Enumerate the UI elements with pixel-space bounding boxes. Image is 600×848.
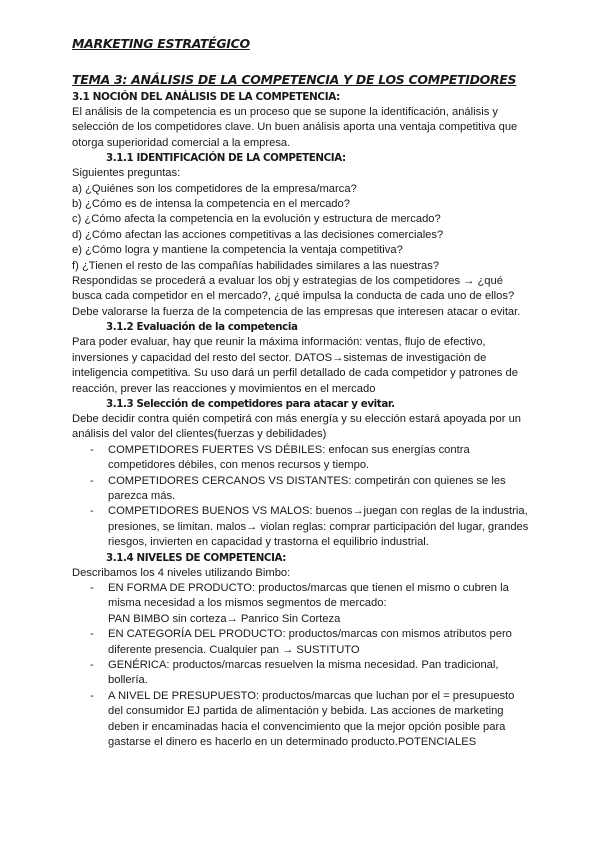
question-b: b) ¿Cómo es de intensa la competencia en el mercado? — [72, 198, 350, 211]
question-c: c) ¿Cómo afecta la competencia en la evolución y estructura de mercado? — [72, 213, 441, 226]
section-3-1-text: El análisis de la competencia es un proceso que se supone la identificación, análisis y selección de los competidores clave. Un buen análisis aporta una ventaja competitiva que otorga superioridad comercial a la empresa. — [72, 106, 518, 149]
list-item: - COMPETIDORES CERCANOS VS DISTANTES: competirán con quienes se les parezca más. — [72, 474, 532, 505]
list-item-text: EN CATEGORÍA DEL PRODUCTO: productos/marcas con mismos atributos pero diferente presencia. Cualquier pan → SUSTITUTO — [108, 628, 512, 656]
topic-title: TEMA 3: ANÁLISIS DE LA COMPETENCIA Y DE LOS COMPETIDORES — [72, 72, 517, 87]
list-item-text: A NIVEL DE PRESUPUESTO: productos/marcas que luchan por el = presupuesto del consumidor EJ partida de alimentación y bebida. Las acciones de marketing deben ir encaminadas hacia el convencimiento que la mejor opción posible para gastarse el dinero es hacerlo en un determinado producto.POTENCIALES — [108, 689, 515, 749]
document-title: MARKETING ESTRATÉGICO — [72, 36, 250, 51]
section-3-1-3-intro: Debe decidir contra quién competirá con más energía y su elección estará apoyada por un análisis del valor del clientes(fuerzas y debilidades) — [72, 412, 522, 441]
question-a: a) ¿Quiénes son los competidores de la empresa/marca? — [72, 182, 357, 195]
competition-levels-list — [72, 581, 532, 750]
question-d: d) ¿Cómo afectan las acciones competitivas a las decisiones comerciales? — [72, 228, 444, 241]
list-item-text: EN FORMA DE PRODUCTO: productos/marcas que tienen el mismo o cubren la misma necesidad a los mismos segmentos de mercado: — [108, 581, 509, 610]
section-3-1-1-heading: 3.1.1 IDENTIFICACIÓN DE LA COMPETENCIA: — [106, 152, 346, 165]
document-page — [72, 36, 532, 750]
list-item-example: PAN BIMBO sin corteza→ Panrico Sin Corteza — [108, 612, 341, 625]
section-3-1-4-intro: Describamos los 4 niveles utilizando Bimbo: — [72, 566, 291, 579]
list-item-text: GENÉRICA: productos/marcas resuelven la misma necesidad. Pan tradicional, bollería. — [108, 659, 499, 687]
section-3-1-heading: 3.1 NOCIÓN DEL ANÁLISIS DE LA COMPETENCIA: — [72, 91, 340, 103]
question-e: e) ¿Cómo logra y mantiene la competencia la ventaja competitiva? — [72, 244, 403, 257]
competitor-selection-list — [72, 443, 532, 551]
list-item — [72, 627, 532, 658]
question-f: f) ¿Tienen el resto de las compañías habilidades similares a las nuestras? — [72, 259, 440, 272]
list-item — [72, 658, 532, 689]
list-item — [72, 689, 532, 751]
section-3-1-3-heading: 3.1.3 Selección de competidores para atacar y evitar. — [106, 397, 395, 410]
section-3-1-1-intro: Siguientes preguntas: — [72, 167, 181, 180]
section-3-1-2-text: Para poder evaluar, hay que reunir la máxima información: ventas, flujo de efectivo, inversiones y capacidad del resto del sector. DATOS→sistemas de investigación de inteligencia competitiva. Su uso dará un perfil detallado de cada competidor y patrones de reacción, prever las reacciones y movimientos en el mercado — [72, 336, 518, 395]
list-item: - COMPETIDORES BUENOS VS MALOS: buenos→juegan con reglas de la industria, presiones, se limitan. malos→ violan reglas: comprar participación del lugar, grandes riesgos, invierten en capacidad y trastorna el equilibrio industrial. — [72, 504, 532, 550]
section-3-1-2-heading: 3.1.2 Evaluación de la competencia — [106, 321, 298, 334]
section-3-1-4-heading: 3.1.4 NIVELES DE COMPETENCIA: — [106, 551, 286, 564]
list-item: - COMPETIDORES FUERTES VS DÉBILES: enfocan sus energías contra competidores débiles, con menos recursos y tiempo. — [72, 443, 532, 474]
section-3-1-1-closing: Respondidas se procederá a evaluar los obj y estrategias de los competidores → ¿qué busca cada competidor en el mercado?, ¿qué impulsa la conducta de cada uno de ellos? Debe valorarse la fuerza de la competencia de las empresas que interesen atacar o evitar. — [72, 275, 521, 318]
list-item — [72, 581, 532, 627]
